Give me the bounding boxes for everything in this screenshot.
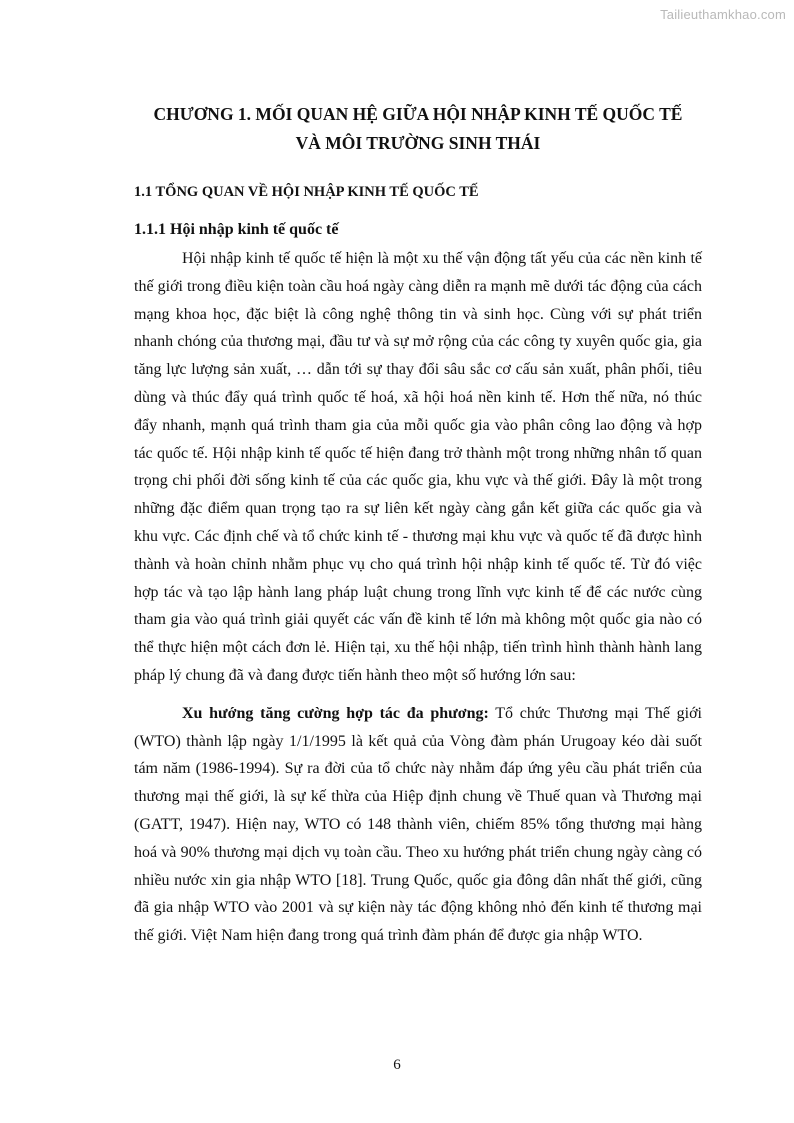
paragraph-bold-lead: Xu hướng tăng cường hợp tác đa phương: bbox=[182, 704, 489, 722]
subsection-heading: 1.1.1 Hội nhập kinh tế quốc tế bbox=[134, 221, 339, 238]
section-heading: 1.1 TỔNG QUAN VỀ HỘI NHẬP KINH TẾ QUỐC TẾ bbox=[134, 184, 479, 200]
chapter-title-line-1: CHƯƠNG 1. MỐI QUAN HỆ GIỮA HỘI NHẬP KINH TẾ QUỐC TẾ bbox=[153, 104, 683, 124]
paragraph-body-text: Tổ chức Thương mại Thế giới (WTO) thành lập ngày 1/1/1995 là kết quả của Vòng đàm phán Urugoay kéo dài suốt tám năm (1986-1994). Sự ra đời của tổ chức này nhằm đáp ứng yêu cầu phát triển của thương mại thế giới, là sự kế thừa của Hiệp định chung về Thuế quan và Thương mại (GATT, 1947). Hiện nay, WTO có 148 thành viên, chiếm 85% tổng thương mại hàng hoá và 90% thương mại dịch vụ toàn cầu. Theo xu hướng phát triển chung ngày càng có nhiều nước xin gia nhập WTO [18]. Trung Quốc, quốc gia đông dân nhất thế giới, cũng đã gia nhập WTO vào 2001 và sự kiện này tác động không nhỏ đến kinh tế thương mại thế giới. Việt Nam hiện đang trong quá trình đàm phán để được gia nhập WTO. bbox=[134, 704, 703, 945]
chapter-title-line-2: VÀ MÔI TRƯỜNG SINH THÁI bbox=[295, 133, 541, 153]
page-number: 6 bbox=[393, 1057, 401, 1073]
chapter-title bbox=[134, 100, 702, 158]
body-paragraph-2 bbox=[134, 700, 702, 950]
body-paragraph-1: Hội nhập kinh tế quốc tế hiện là một xu thế vận động tất yếu của các nền kinh tế thế giới trong điều kiện toàn cầu hoá ngày càng diễn ra mạnh mẽ dưới tác động của cách mạng khoa học, đặc biệt là công nghệ thông tin và sinh học. Cùng với sự phát triển nhanh chóng của thương mại, đầu tư và sự mở rộng của các công ty xuyên quốc gia, gia tăng lực lượng sản xuất, … dẫn tới sự thay đổi sâu sắc cơ cấu sản xuất, phân phối, tiêu dùng và thúc đẩy quá trình quốc tế hoá, xã hội hoá nền kinh tế. Hơn thế nữa, nó thúc đẩy nhanh, mạnh quá trình tham gia của mỗi quốc gia vào phân công lao động và hợp tác quốc tế. Hội nhập kinh tế quốc tế hiện đang trở thành một trong những nhân tố quan trọng chi phối đời sống kinh tế của các quốc gia, khu vực và thế giới. Đây là một trong những đặc điểm quan trọng tạo ra sự liên kết ngày càng gắn kết giữa các quốc gia và khu vực. Các định chế và tổ chức kinh tế - thương mại khu vực và quốc tế đã được hình thành và hoàn chỉnh nhằm phục vụ cho quá trình hội nhập kinh tế quốc tế. Từ đó việc hợp tác và tạo lập hành lang pháp luật chung trong lĩnh vực kinh tế để các nước cùng tham gia vào quá trình giải quyết các vấn đề kinh tế lớn mà không một quốc gia nào có thể thực hiện một cách đơn lẻ. Hiện tại, xu thế hội nhập, tiến trình hình thành hành lang pháp lý chung đã và đang được tiến hành theo một số hướng lớn sau: bbox=[134, 250, 702, 684]
document-page bbox=[134, 100, 702, 950]
watermark-text: Tailieuthamkhao.com bbox=[660, 7, 786, 22]
